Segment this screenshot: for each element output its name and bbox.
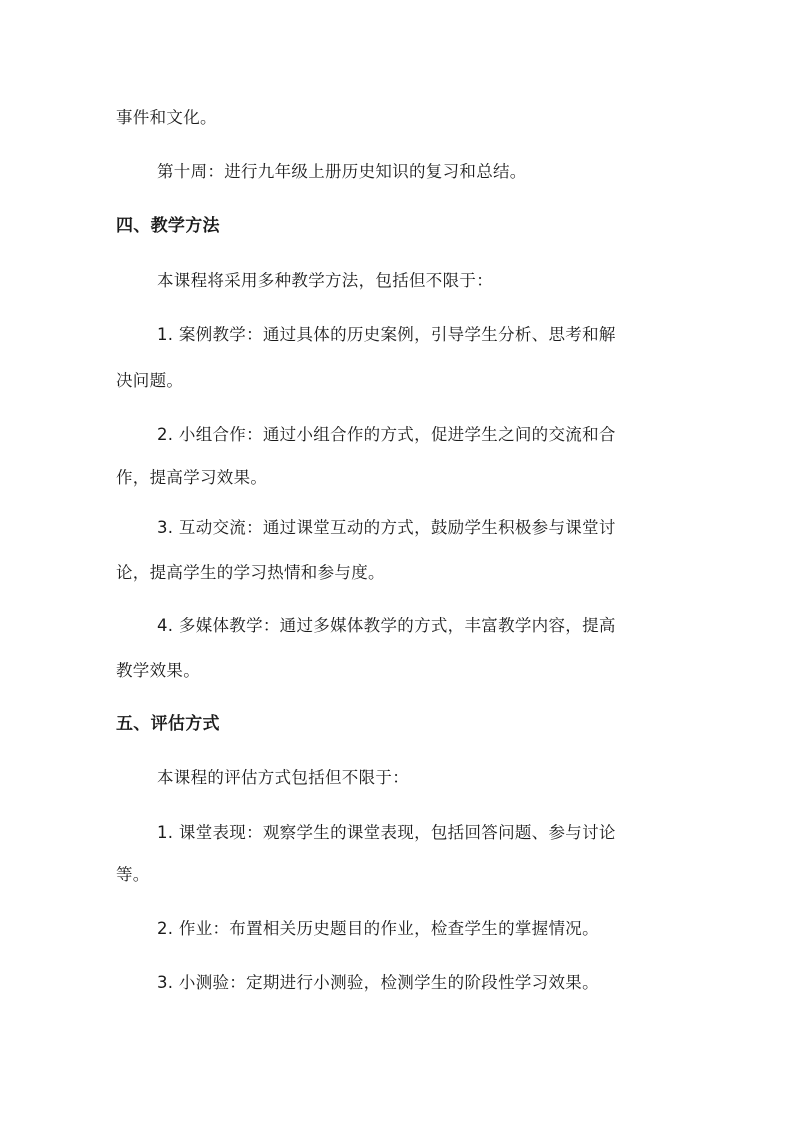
list-item-group-work-cont: 作，提高学习效果。 bbox=[116, 468, 268, 487]
list-item-class-performance: 1. 课堂表现：观察学生的课堂表现，包括回答问题、参与讨论 bbox=[157, 823, 616, 842]
section-heading-teaching-methods: 四、教学方法 bbox=[116, 216, 220, 236]
paragraph-assessment-intro: 本课程的评估方式包括但不限于： bbox=[157, 768, 409, 787]
list-item-interaction-cont: 论，提高学生的学习热情和参与度。 bbox=[116, 563, 385, 582]
section-heading-assessment: 五、评估方式 bbox=[116, 714, 220, 734]
list-item-quiz: 3. 小测验：定期进行小测验，检测学生的阶段性学习效果。 bbox=[157, 973, 599, 992]
list-item-group-work: 2. 小组合作：通过小组合作的方式，促进学生之间的交流和合 bbox=[157, 425, 616, 444]
paragraph-week-ten: 第十周：进行九年级上册历史知识的复习和总结。 bbox=[157, 162, 527, 181]
paragraph-methods-intro: 本课程将采用多种教学方法，包括但不限于： bbox=[157, 271, 493, 290]
list-item-homework: 2. 作业：布置相关历史题目的作业，检查学生的掌握情况。 bbox=[157, 919, 599, 938]
list-item-class-performance-cont: 等。 bbox=[116, 865, 150, 884]
list-item-multimedia: 4. 多媒体教学：通过多媒体教学的方式，丰富教学内容，提高 bbox=[157, 616, 616, 635]
list-item-case-teaching-cont: 决问题。 bbox=[116, 371, 184, 390]
paragraph-continuation: 事件和文化。 bbox=[116, 108, 217, 127]
list-item-multimedia-cont: 教学效果。 bbox=[116, 661, 200, 680]
list-item-interaction: 3. 互动交流：通过课堂互动的方式，鼓励学生积极参与课堂讨 bbox=[157, 518, 616, 537]
list-item-case-teaching: 1. 案例教学：通过具体的历史案例，引导学生分析、思考和解 bbox=[157, 325, 616, 344]
